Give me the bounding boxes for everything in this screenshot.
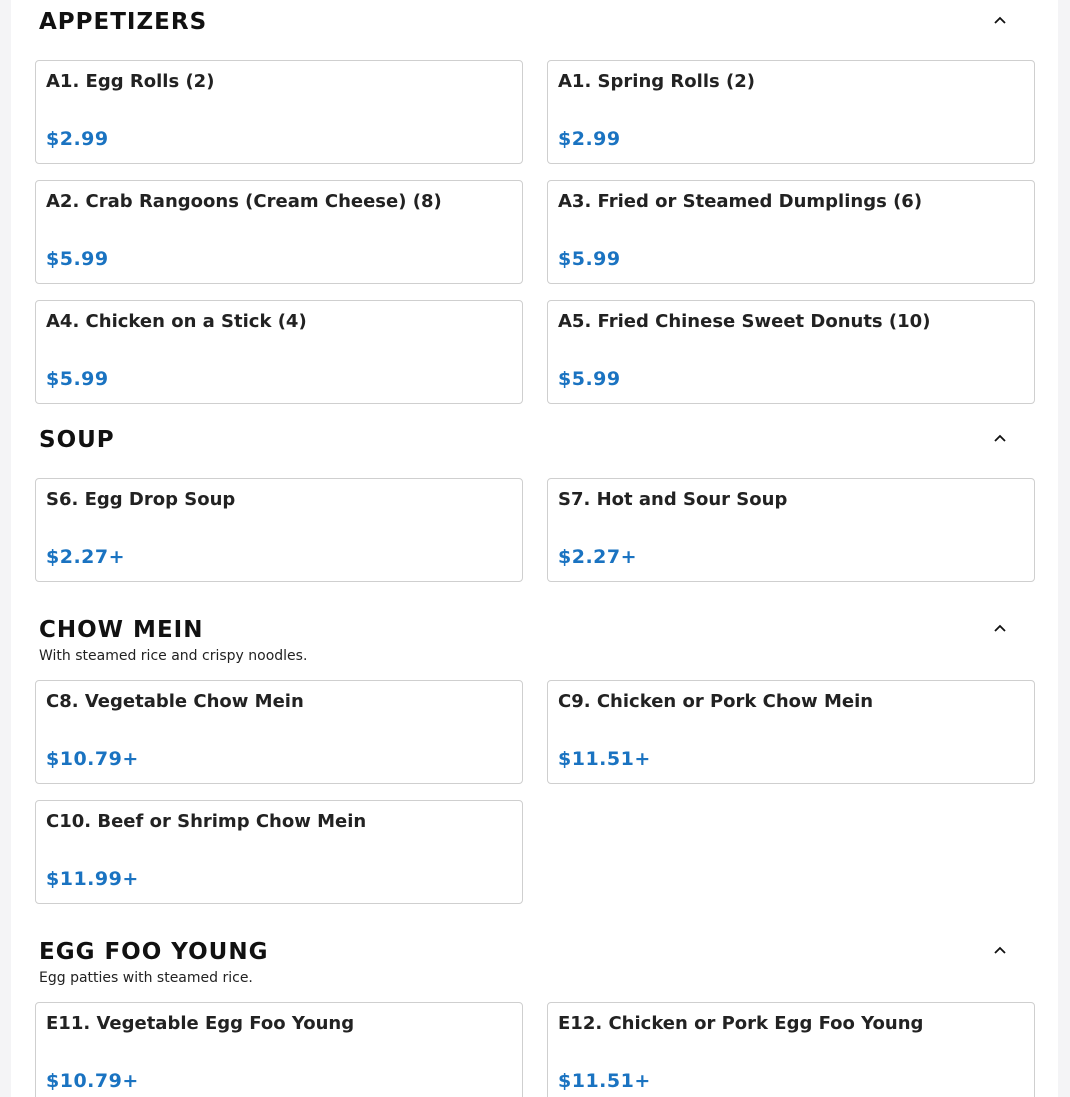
chevron-up-icon	[990, 10, 1010, 30]
chevron-up-icon	[990, 940, 1010, 960]
menu-item[interactable]	[547, 300, 1035, 404]
collapse-section-button[interactable]	[990, 618, 1010, 638]
item-price: $2.99	[558, 128, 621, 150]
menu-item[interactable]	[547, 60, 1035, 164]
item-name: C8. Vegetable Chow Mein	[46, 691, 304, 712]
section-appetizers	[11, 0, 1058, 404]
item-name: A5. Fried Chinese Sweet Donuts (10)	[558, 311, 931, 332]
item-name: S6. Egg Drop Soup	[46, 489, 236, 510]
item-name: E12. Chicken or Pork Egg Foo Young	[558, 1013, 924, 1034]
section-soup	[11, 418, 1058, 582]
menu-items-grid	[35, 680, 1034, 904]
item-name: A4. Chicken on a Stick (4)	[46, 311, 307, 332]
menu-item[interactable]	[35, 300, 523, 404]
section-title: SOUP	[39, 427, 115, 453]
section-description: With steamed rice and crispy noodles.	[39, 648, 308, 664]
item-price: $5.99	[558, 248, 621, 270]
item-price: $10.79+	[46, 748, 139, 770]
section-description: Egg patties with steamed rice.	[39, 970, 253, 986]
menu-items-grid	[35, 478, 1034, 582]
section-title: EGG FOO YOUNG	[39, 939, 269, 965]
item-price: $5.99	[46, 368, 109, 390]
section-egg-foo-young	[11, 930, 1058, 1097]
menu-page	[11, 0, 1058, 1097]
item-price: $11.51+	[558, 1070, 651, 1092]
menu-items-grid	[35, 1002, 1034, 1097]
section-header	[35, 418, 1034, 470]
item-price: $11.99+	[46, 868, 139, 890]
menu-item[interactable]	[547, 680, 1035, 784]
item-price: $5.99	[558, 368, 621, 390]
menu-item[interactable]	[547, 1002, 1035, 1097]
item-price: $10.79+	[46, 1070, 139, 1092]
item-name: A1. Egg Rolls (2)	[46, 71, 215, 92]
section-header	[35, 930, 1034, 972]
item-name: A3. Fried or Steamed Dumplings (6)	[558, 191, 923, 212]
menu-item[interactable]	[547, 478, 1035, 582]
item-name: S7. Hot and Sour Soup	[558, 489, 788, 510]
menu-item[interactable]	[35, 1002, 523, 1097]
menu-item[interactable]	[547, 180, 1035, 284]
item-price: $5.99	[46, 248, 109, 270]
collapse-section-button[interactable]	[990, 10, 1010, 30]
item-name: C9. Chicken or Pork Chow Mein	[558, 691, 874, 712]
item-name: C10. Beef or Shrimp Chow Mein	[46, 811, 367, 832]
section-header	[35, 608, 1034, 650]
collapse-section-button[interactable]	[990, 428, 1010, 448]
menu-items-grid	[35, 60, 1034, 404]
section-chow-mein	[11, 608, 1058, 904]
item-name: A2. Crab Rangoons (Cream Cheese) (8)	[46, 191, 442, 212]
item-name: A1. Spring Rolls (2)	[558, 71, 755, 92]
item-price: $2.99	[46, 128, 109, 150]
menu-item[interactable]	[35, 60, 523, 164]
section-title: APPETIZERS	[39, 9, 208, 35]
menu-item[interactable]	[35, 180, 523, 284]
item-price: $2.27+	[46, 546, 126, 568]
menu-item[interactable]	[35, 800, 523, 904]
item-name: E11. Vegetable Egg Foo Young	[46, 1013, 355, 1034]
chevron-up-icon	[990, 618, 1010, 638]
chevron-up-icon	[990, 428, 1010, 448]
item-price: $11.51+	[558, 748, 651, 770]
menu-item[interactable]	[35, 680, 523, 784]
collapse-section-button[interactable]	[990, 940, 1010, 960]
section-header	[35, 0, 1034, 52]
menu-item[interactable]	[35, 478, 523, 582]
section-title: CHOW MEIN	[39, 617, 204, 643]
item-price: $2.27+	[558, 546, 638, 568]
